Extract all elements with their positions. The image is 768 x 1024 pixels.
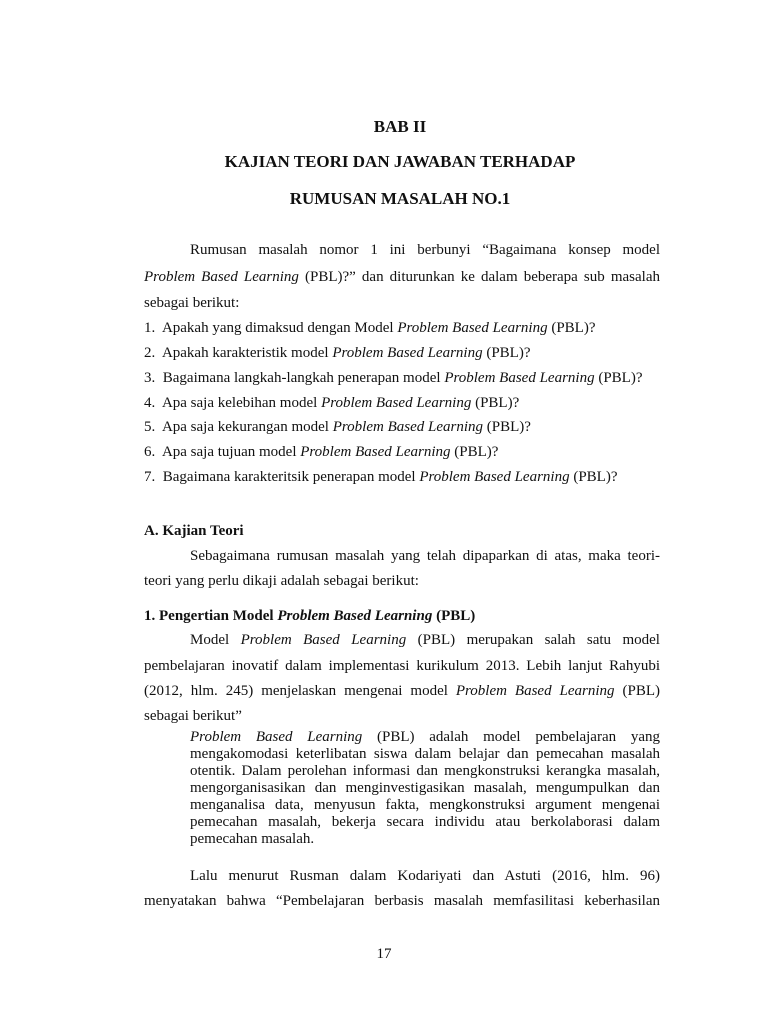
section-a-line-1: Sebagaimana rumusan masalah yang telah dipaparkan di atas, maka teori- (190, 548, 660, 564)
question-item (144, 368, 643, 388)
question-text: Bagaimana karakteritsik penerapan model (162, 469, 420, 485)
paragraph-italic-term: Problem Based Learning (455, 683, 615, 699)
question-text: Bagaimana langkah-langkah penerapan model (162, 370, 445, 386)
question-text: Apakah karakteristik model (161, 345, 333, 361)
question-suffix: (PBL)? (594, 370, 643, 386)
quote-line: menganalisa data, menyusun fakta, mengkonstruksi argument mengenai (190, 797, 660, 813)
question-text: Apa saja tujuan model (161, 444, 301, 460)
subsection-1-line-2: pembelajaran inovatif dalam implementasi kurikulum 2013. Lebih lanjut Rahyubi (144, 658, 660, 674)
question-number: 7. (144, 469, 156, 485)
question-italic-term: Problem Based Learning (332, 345, 483, 361)
closing-line-2: menyatakan bahwa “Pembelajaran berbasis masalah memfasilitasi keberhasilan (144, 893, 660, 909)
closing-line-1: Lalu menurut Rusman dalam Kodariyati dan Astuti (2016, hlm. 96) (190, 868, 660, 884)
question-italic-term: Problem Based Learning (419, 469, 570, 485)
quote-line: pemecahan masalah. (190, 831, 315, 847)
subsection-1-line-1 (190, 630, 660, 650)
paragraph-text: (PBL) merupakan salah satu model (406, 632, 660, 648)
subsection-1-line-3 (144, 681, 660, 701)
paragraph-text: Model (190, 632, 241, 648)
question-item (144, 343, 531, 363)
chapter-heading: BAB II (373, 117, 427, 136)
question-suffix: (PBL)? (471, 395, 520, 411)
quote-line: mengakomodasi keterlibatan siswa dalam belajar dan pemecahan masalah (190, 746, 660, 762)
question-item (144, 318, 596, 338)
chapter-title-line-2: RUMUSAN MASALAH NO.1 (289, 189, 511, 208)
intro-italic-term: Problem Based Learning (144, 269, 299, 285)
question-number: 6. (144, 444, 156, 460)
question-suffix: (PBL)? (482, 345, 531, 361)
section-a-heading: A. Kajian Teori (144, 523, 244, 539)
paragraph-italic-term: Problem Based Learning (240, 632, 407, 648)
question-number: 4. (144, 395, 156, 411)
question-italic-term: Problem Based Learning (300, 444, 451, 460)
question-number: 3. (144, 370, 156, 386)
intro-line-2 (144, 267, 660, 287)
subsection-1-line-4: sebagai berikut” (144, 708, 242, 724)
question-item (144, 467, 618, 487)
question-suffix: (PBL)? (482, 419, 531, 435)
question-number: 1. (144, 320, 156, 336)
block-quote (190, 729, 660, 848)
question-italic-term: Problem Based Learning (321, 395, 472, 411)
question-italic-term: Problem Based Learning (332, 419, 483, 435)
intro-line-2-rest: (PBL)?” dan diturunkan ke dalam beberapa sub masalah (298, 269, 660, 285)
question-italic-term: Problem Based Learning (397, 320, 548, 336)
paragraph-text: (2012, hlm. 245) menjelaskan mengenai model (144, 683, 456, 699)
question-italic-term: Problem Based Learning (444, 370, 595, 386)
question-suffix: (PBL)? (547, 320, 596, 336)
section-a-line-2: teori yang perlu dikaji adalah sebagai berikut: (144, 573, 419, 589)
question-item (144, 393, 519, 413)
subsection-heading-italic: Problem Based Learning (277, 608, 433, 624)
question-suffix: (PBL)? (569, 469, 618, 485)
subsection-heading-suffix: (PBL) (432, 608, 476, 624)
quote-line: pemecahan masalah, bekerja secara individu atau berkolaborasi dalam (190, 814, 660, 830)
subsection-heading-text: 1. Pengertian Model (144, 608, 278, 624)
question-item (144, 417, 531, 437)
quote-line: otentik. Dalam perolehan informasi dan mengkonstruksi kerangka masalah, (190, 763, 660, 779)
quote-text: (PBL) adalah model pembelajaran yang (362, 729, 661, 745)
page-number: 17 (376, 946, 392, 962)
quote-line (190, 729, 660, 746)
intro-line-1: Rumusan masalah nomor 1 ini berbunyi “Bagaimana konsep model (190, 242, 660, 258)
question-number: 5. (144, 419, 156, 435)
question-number: 2. (144, 345, 156, 361)
chapter-title-line-1: KAJIAN TEORI DAN JAWABAN TERHADAP (224, 152, 576, 171)
quote-italic-term: Problem Based Learning (190, 729, 363, 745)
quote-line: mengorganisasikan dan menginvestigasikan masalah, mengumpulkan dan (190, 780, 660, 796)
question-item (144, 442, 498, 462)
question-suffix: (PBL)? (450, 444, 499, 460)
question-text: Apa saja kekurangan model (161, 419, 333, 435)
intro-line-3: sebagai berikut: (144, 295, 240, 311)
question-text: Apakah yang dimaksud dengan Model (161, 320, 398, 336)
subsection-1-heading (144, 606, 475, 626)
paragraph-text: (PBL) (614, 683, 661, 699)
question-text: Apa saja kelebihan model (161, 395, 322, 411)
